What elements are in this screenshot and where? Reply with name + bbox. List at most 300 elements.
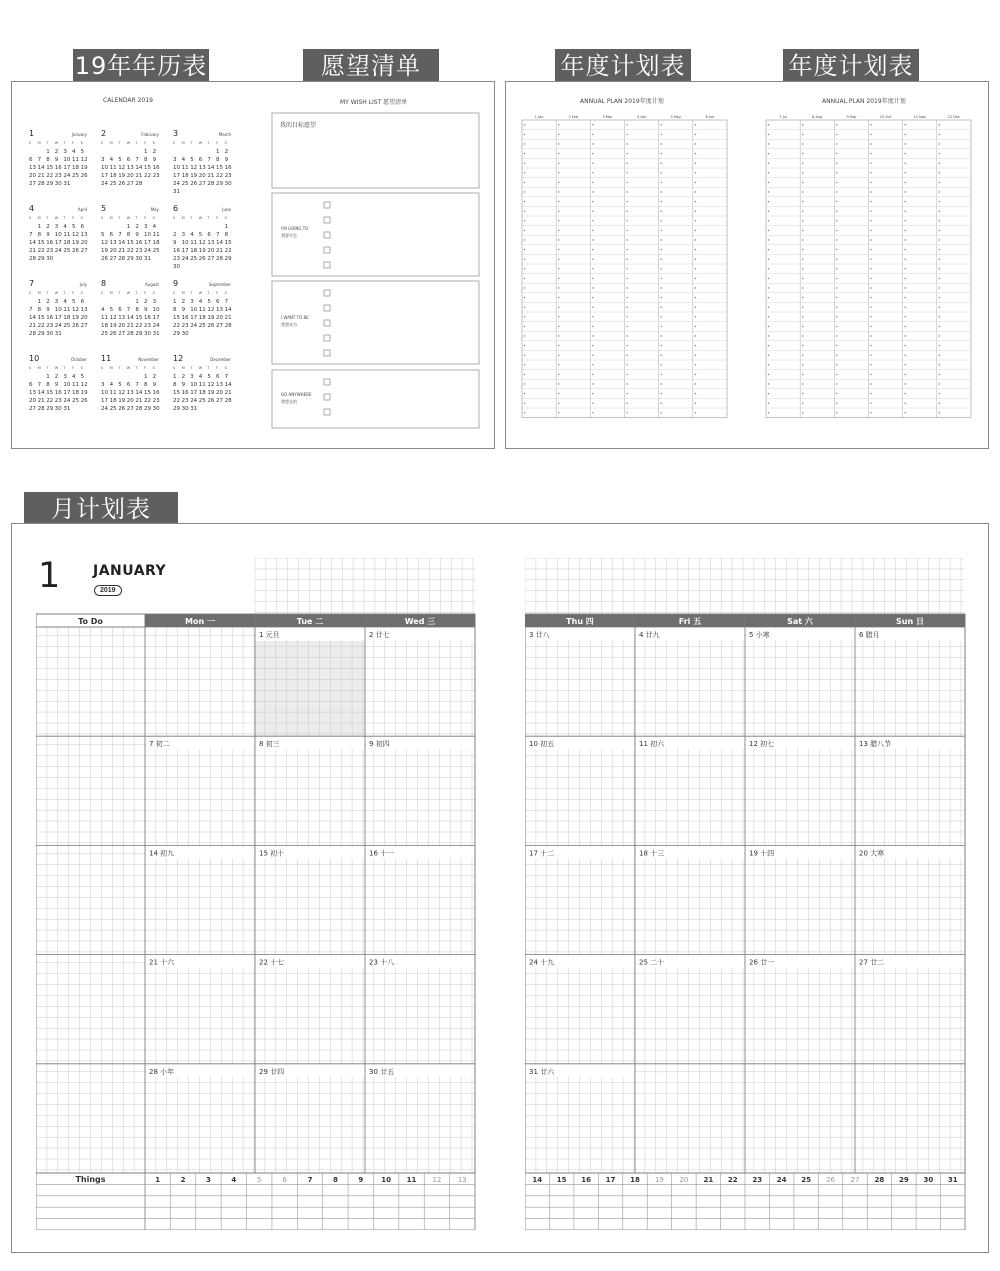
weekday-label: Mon 一: [185, 617, 215, 626]
annual-row-dot: [695, 153, 696, 154]
calendar-day: 26: [80, 173, 88, 179]
annual-row-dot: [939, 307, 940, 308]
calendar-day: 17: [190, 315, 198, 321]
annual-row-dot: [802, 249, 803, 250]
annual-row-dot: [836, 249, 837, 250]
annual-row-dot: [558, 307, 559, 308]
annual-row-dot: [836, 182, 837, 183]
calendar-day: 10: [54, 232, 62, 238]
calendar-day: 25: [190, 256, 198, 262]
calendar-day: 15: [46, 165, 54, 171]
weekday-letter: S: [224, 366, 227, 370]
weekday-letter: F: [144, 291, 147, 295]
weekday-letter: T: [46, 291, 49, 295]
annual-row-dot: [524, 172, 525, 173]
weekday-letter: S: [152, 216, 155, 220]
calendar-day: 5: [80, 149, 85, 155]
annual-row-dot: [626, 355, 627, 356]
annual-column-header: 12 Dec: [947, 115, 961, 119]
todo-label: To Do: [78, 617, 103, 626]
wish-checkbox: [324, 262, 330, 268]
date-label: 13 腊八节: [859, 740, 892, 749]
annual-row-dot: [836, 326, 837, 327]
calendar-day: 19: [72, 315, 79, 321]
calendar-day: 13: [80, 232, 88, 238]
annual-row-dot: [524, 201, 525, 202]
annual-row-dot: [558, 230, 559, 231]
annual-row-dot: [904, 307, 905, 308]
annual-row-dot: [939, 345, 940, 346]
calendar-day: 11: [109, 165, 117, 171]
calendar-day: 14: [135, 165, 143, 171]
annual-row-dot: [802, 220, 803, 221]
weekday-letter: T: [63, 141, 66, 145]
calendar-day: 17: [144, 240, 151, 246]
calendar-day: 8: [224, 232, 229, 238]
weekday-letter: T: [46, 366, 49, 370]
calendar-day: 30: [54, 406, 62, 412]
weekday-letter: T: [46, 141, 49, 145]
annual-row-dot: [904, 326, 905, 327]
calendar-day: 23: [181, 398, 189, 404]
calendar-title: CALENDAR 2019: [103, 97, 153, 104]
annual-row-dot: [558, 134, 559, 135]
annual-row-dot: [870, 268, 871, 269]
weekday-label: Fri 五: [678, 617, 702, 626]
annual-column-header: 2 Feb: [568, 115, 579, 119]
weekday-letter: T: [118, 216, 121, 220]
annual-row-dot: [592, 345, 593, 346]
annual-column-header: 3 Mar: [602, 115, 613, 119]
calendar-day: 18: [198, 390, 206, 396]
calendar-day: 18: [63, 315, 71, 321]
calendar-day: 23: [152, 398, 160, 404]
weekday-letter: F: [216, 291, 219, 295]
calendar-day: 31: [190, 406, 198, 412]
calendar-day: 26: [207, 398, 215, 404]
things-day: 8: [332, 1176, 338, 1184]
month-number: 8: [101, 279, 107, 288]
calendar-day: 29: [144, 406, 151, 412]
calendar-day: 3: [190, 374, 194, 380]
annual-row-dot: [524, 316, 525, 317]
calendar-day: 22: [46, 398, 54, 404]
calendar-day: 7: [37, 157, 42, 163]
annual-row-dot: [626, 211, 627, 212]
annual-row-dot: [626, 326, 627, 327]
annual-row-dot: [768, 345, 769, 346]
annual-row-dot: [695, 374, 696, 375]
calendar-day: 23: [54, 173, 62, 179]
annual-row-dot: [836, 259, 837, 260]
wish-checkbox: [324, 217, 330, 223]
month-name: December: [210, 357, 231, 362]
month-number: 9: [173, 279, 179, 288]
annual-row-dot: [558, 220, 559, 221]
annual-row-dot: [695, 259, 696, 260]
calendar-day: 20: [216, 390, 223, 396]
calendar-day: 26: [207, 323, 215, 329]
annual-row-dot: [524, 403, 525, 404]
annual-row-dot: [660, 220, 661, 221]
calendar-day: 13: [118, 315, 126, 321]
calendar-day: 16: [54, 165, 62, 171]
annual-row-dot: [626, 172, 627, 173]
things-day: 12: [432, 1176, 442, 1184]
annual-row-dot: [558, 403, 559, 404]
annual-row-dot: [626, 268, 627, 269]
calendar-day: 26: [72, 323, 79, 329]
weekday-letter: S: [173, 291, 176, 295]
calendar-day: 8: [37, 307, 42, 313]
annual-row-dot: [558, 287, 559, 288]
month-number: 1: [38, 556, 61, 596]
annual-row-dot: [524, 335, 525, 336]
calendar-day: 7: [135, 382, 139, 388]
annual-row-dot: [626, 239, 627, 240]
calendar-day: 25: [63, 323, 71, 329]
weekday-letter: W: [126, 366, 131, 370]
calendar-day: 17: [63, 390, 71, 396]
annual-row-dot: [836, 278, 837, 279]
weekday-letter: S: [224, 216, 227, 220]
annual-row-dot: [592, 278, 593, 279]
annual-row-dot: [870, 143, 871, 144]
weekday-letter: W: [198, 366, 203, 370]
annual-row-dot: [768, 153, 769, 154]
annual-row-dot: [592, 335, 593, 336]
calendar-day: 6: [216, 299, 220, 305]
calendar-day: 28: [135, 406, 143, 412]
calendar-day: 10: [63, 382, 71, 388]
calendar-day: 4: [190, 232, 194, 238]
weekday-label: Sat 六: [787, 617, 813, 626]
calendar-day: 10: [173, 165, 180, 171]
calendar-day: 20: [126, 173, 134, 179]
annual-row-dot: [626, 153, 627, 154]
annual-row-dot: [870, 259, 871, 260]
annual-row-dot: [524, 412, 525, 413]
calendar-day: 5: [207, 374, 211, 380]
month-number: 1: [29, 129, 35, 138]
calendar-day: 17: [173, 173, 180, 179]
annual-row-dot: [695, 249, 696, 250]
things-day: 5: [256, 1176, 262, 1184]
annual-row-dot: [695, 297, 696, 298]
calendar-day: 16: [181, 390, 189, 396]
weekday-letter: T: [190, 291, 193, 295]
annual-row-dot: [626, 163, 627, 164]
calendar-day: 28: [118, 256, 126, 262]
calendar-day: 5: [198, 232, 203, 238]
calendar-day: 29: [173, 331, 180, 337]
calendar-day: 8: [126, 232, 131, 238]
calendar-day: 30: [54, 181, 62, 187]
date-label: 16 十一: [369, 849, 395, 858]
calendar-day: 29: [224, 256, 232, 262]
date-label: 1 元旦: [259, 631, 280, 639]
annual-row-dot: [836, 143, 837, 144]
calendar-day: 3: [63, 149, 67, 155]
date-label: 21 十六: [149, 958, 175, 967]
annual-row-dot: [802, 393, 803, 394]
annual-row-dot: [768, 172, 769, 173]
calendar-day: 10: [63, 157, 71, 163]
calendar-day: 11: [101, 315, 108, 321]
month-number: 12: [173, 354, 184, 363]
calendar-day: 18: [72, 390, 79, 396]
calendar-day: 15: [37, 240, 45, 246]
calendar-day: 12: [118, 165, 126, 171]
annual-row-dot: [592, 259, 593, 260]
annual-row-dot: [660, 163, 661, 164]
calendar-day: 13: [207, 240, 215, 246]
month-name: March: [218, 132, 231, 137]
annual-row-dot: [904, 393, 905, 394]
calendar-day: 23: [152, 173, 160, 179]
annual-row-dot: [524, 364, 525, 365]
calendar-day: 3: [101, 382, 105, 388]
things-day: 28: [874, 1176, 885, 1184]
annual-row-dot: [558, 268, 559, 269]
wish-checkbox: [324, 290, 330, 296]
month-name: JANUARY: [93, 563, 167, 579]
weekday-letter: W: [198, 291, 203, 295]
month-name: May: [150, 207, 159, 212]
weekday-letter: F: [72, 366, 75, 370]
annual-column-header: 6 Jun: [705, 115, 715, 119]
date-label: 27 廿二: [859, 958, 885, 967]
calendar-day: 4: [181, 157, 186, 163]
calendar-day: 12: [80, 382, 88, 388]
calendar-day: 24: [173, 181, 180, 187]
calendar-day: 20: [29, 173, 36, 179]
month-number: 11: [101, 354, 112, 363]
calendar-day: 17: [152, 315, 160, 321]
calendar-day: 13: [216, 382, 223, 388]
weekday-letter: M: [181, 291, 185, 295]
month-number: 3: [173, 129, 179, 138]
calendar-day: 9: [181, 307, 186, 313]
annual-row-dot: [660, 374, 661, 375]
calendar-day: 25: [72, 398, 79, 404]
date-label: 22 十七: [259, 958, 285, 967]
calendar-day: 30: [181, 331, 189, 337]
annual-row-dot: [695, 316, 696, 317]
annual-row-dot: [660, 383, 661, 384]
annual-row-dot: [592, 163, 593, 164]
annual-row-dot: [558, 143, 559, 144]
calendar-day: 16: [135, 240, 143, 246]
annual-column-header: 11 Nov: [913, 115, 926, 119]
date-label: 29 廿四: [259, 1067, 285, 1076]
calendar-day: 1: [37, 299, 42, 305]
annual-row-dot: [768, 201, 769, 202]
calendar-day: 13: [29, 165, 36, 171]
annual-row-dot: [939, 383, 940, 384]
calendar-day: 11: [190, 240, 198, 246]
holiday-highlight: [255, 641, 365, 736]
calendar-day: 16: [46, 240, 54, 246]
calendar-day: 21: [118, 248, 126, 254]
date-label: 15 初十: [259, 849, 285, 858]
annual-row-dot: [768, 143, 769, 144]
things-day: 2: [180, 1176, 186, 1184]
annual-row-dot: [524, 259, 525, 260]
annual-row-dot: [870, 316, 871, 317]
weekday-letter: M: [109, 291, 113, 295]
calendar-day: 16: [152, 390, 160, 396]
calendar-day: 10: [190, 382, 198, 388]
annual-row-dot: [939, 335, 940, 336]
calendar-day: 4: [198, 299, 203, 305]
annual-row-dot: [592, 316, 593, 317]
annual-row-dot: [558, 163, 559, 164]
calendar-day: 8: [46, 382, 50, 388]
annual-row-dot: [592, 307, 593, 308]
calendar-day: 14: [224, 307, 232, 313]
calendar-day: 8: [37, 232, 42, 238]
annual-row-dot: [870, 163, 871, 164]
calendar-day: 4: [101, 307, 105, 313]
things-day: 24: [776, 1176, 787, 1184]
annual-row-dot: [695, 182, 696, 183]
weekday-letter: F: [72, 216, 75, 220]
things-day: 4: [231, 1176, 237, 1184]
annual-row-dot: [768, 211, 769, 212]
annual-row-dot: [524, 287, 525, 288]
calendar-day: 21: [135, 173, 143, 179]
annual-row-dot: [939, 182, 940, 183]
calendar-day: 4: [109, 382, 114, 388]
annual-row-dot: [904, 249, 905, 250]
annual-row-dot: [802, 355, 803, 356]
annual-row-dot: [802, 412, 803, 413]
weekday-letter: T: [190, 141, 193, 145]
annual-row-dot: [836, 191, 837, 192]
things-day: 31: [947, 1176, 958, 1184]
calendar-day: 15: [46, 390, 54, 396]
annual-row-dot: [836, 163, 837, 164]
calendar-day: 14: [135, 390, 143, 396]
annual-row-dot: [939, 163, 940, 164]
annual-row-dot: [768, 124, 769, 125]
calendar-day: 16: [152, 165, 160, 171]
calendar-day: 24: [190, 398, 198, 404]
annual-row-dot: [592, 191, 593, 192]
weekday-letter: T: [118, 291, 121, 295]
weekday-letter: T: [135, 366, 138, 370]
calendar-day: 9: [173, 240, 177, 246]
calendar-day: 8: [135, 307, 139, 313]
calendar-day: 23: [181, 323, 189, 329]
wish-box4-label-cn: 我想去的: [281, 399, 297, 404]
calendar-day: 22: [37, 248, 45, 254]
calendar-day: 10: [181, 240, 189, 246]
calendar-day: 4: [72, 374, 76, 380]
calendar-day: 26: [118, 181, 126, 187]
month-name: June: [222, 207, 231, 212]
calendar-day: 30: [224, 181, 232, 187]
calendar-day: 19: [207, 390, 215, 396]
calendar-day: 11: [63, 232, 71, 238]
annual-row-dot: [524, 124, 525, 125]
annual-row-dot: [592, 143, 593, 144]
calendar-day: 4: [109, 157, 114, 163]
annual-row-dot: [592, 201, 593, 202]
annual-row-dot: [802, 364, 803, 365]
annual-row-dot: [592, 355, 593, 356]
things-day: 21: [703, 1176, 714, 1184]
annual-row-dot: [592, 364, 593, 365]
annual-row-dot: [939, 124, 940, 125]
annual-row-dot: [695, 412, 696, 413]
calendar-day: 12: [118, 390, 126, 396]
calendar-day: 10: [101, 165, 108, 171]
annual-row-dot: [524, 239, 525, 240]
weekday-letter: S: [101, 216, 104, 220]
annual-row-dot: [939, 259, 940, 260]
annual-row-dot: [870, 374, 871, 375]
annual-row-dot: [626, 182, 627, 183]
annual-row-dot: [660, 259, 661, 260]
calendar-day: 7: [29, 307, 33, 313]
annual-row-dot: [592, 239, 593, 240]
annual-row-dot: [904, 355, 905, 356]
calendar-day: 22: [173, 398, 180, 404]
calendar-day: 4: [63, 224, 67, 230]
calendar-day: 15: [173, 315, 180, 321]
calendar-day: 1: [126, 224, 131, 230]
annual-row-dot: [904, 124, 905, 125]
wish-box3-label-en: I WANT TO BE: [281, 315, 309, 320]
annual-row-dot: [802, 134, 803, 135]
calendar-day: 21: [224, 390, 232, 396]
weekday-label: Thu 四: [566, 617, 594, 626]
annual-row-dot: [592, 412, 593, 413]
annual-row-dot: [558, 211, 559, 212]
annual-row-dot: [802, 259, 803, 260]
calendar-day: 3: [54, 224, 59, 230]
date-label: 18 十三: [639, 849, 665, 858]
annual-plan-grid-a: [520, 112, 730, 430]
annual-row-dot: [524, 163, 525, 164]
calendar-day: 7: [224, 374, 229, 380]
calendar-day: 8: [144, 382, 148, 388]
annual-row-dot: [870, 220, 871, 221]
calendar-day: 27: [80, 248, 88, 254]
annual-row-dot: [558, 364, 559, 365]
annual-row-dot: [939, 201, 940, 202]
calendar-day: 5: [72, 224, 76, 230]
wish-checkbox: [324, 394, 330, 400]
weekday-letter: M: [37, 216, 41, 220]
annual-row-dot: [626, 393, 627, 394]
annual-row-dot: [558, 326, 559, 327]
annual-row-dot: [870, 134, 871, 135]
calendar-day: 2: [54, 374, 59, 380]
annual-row-dot: [660, 211, 661, 212]
things-day: 17: [605, 1176, 616, 1184]
calendar-day: 6: [216, 374, 220, 380]
annual-row-dot: [626, 316, 627, 317]
calendar-section-label: 19年年历表: [73, 49, 209, 83]
monthly-right-page: [525, 558, 967, 1230]
wish-checkbox: [324, 232, 330, 238]
annual-row-dot: [870, 191, 871, 192]
calendar-day: 12: [207, 307, 215, 313]
annual-row-dot: [660, 134, 661, 135]
